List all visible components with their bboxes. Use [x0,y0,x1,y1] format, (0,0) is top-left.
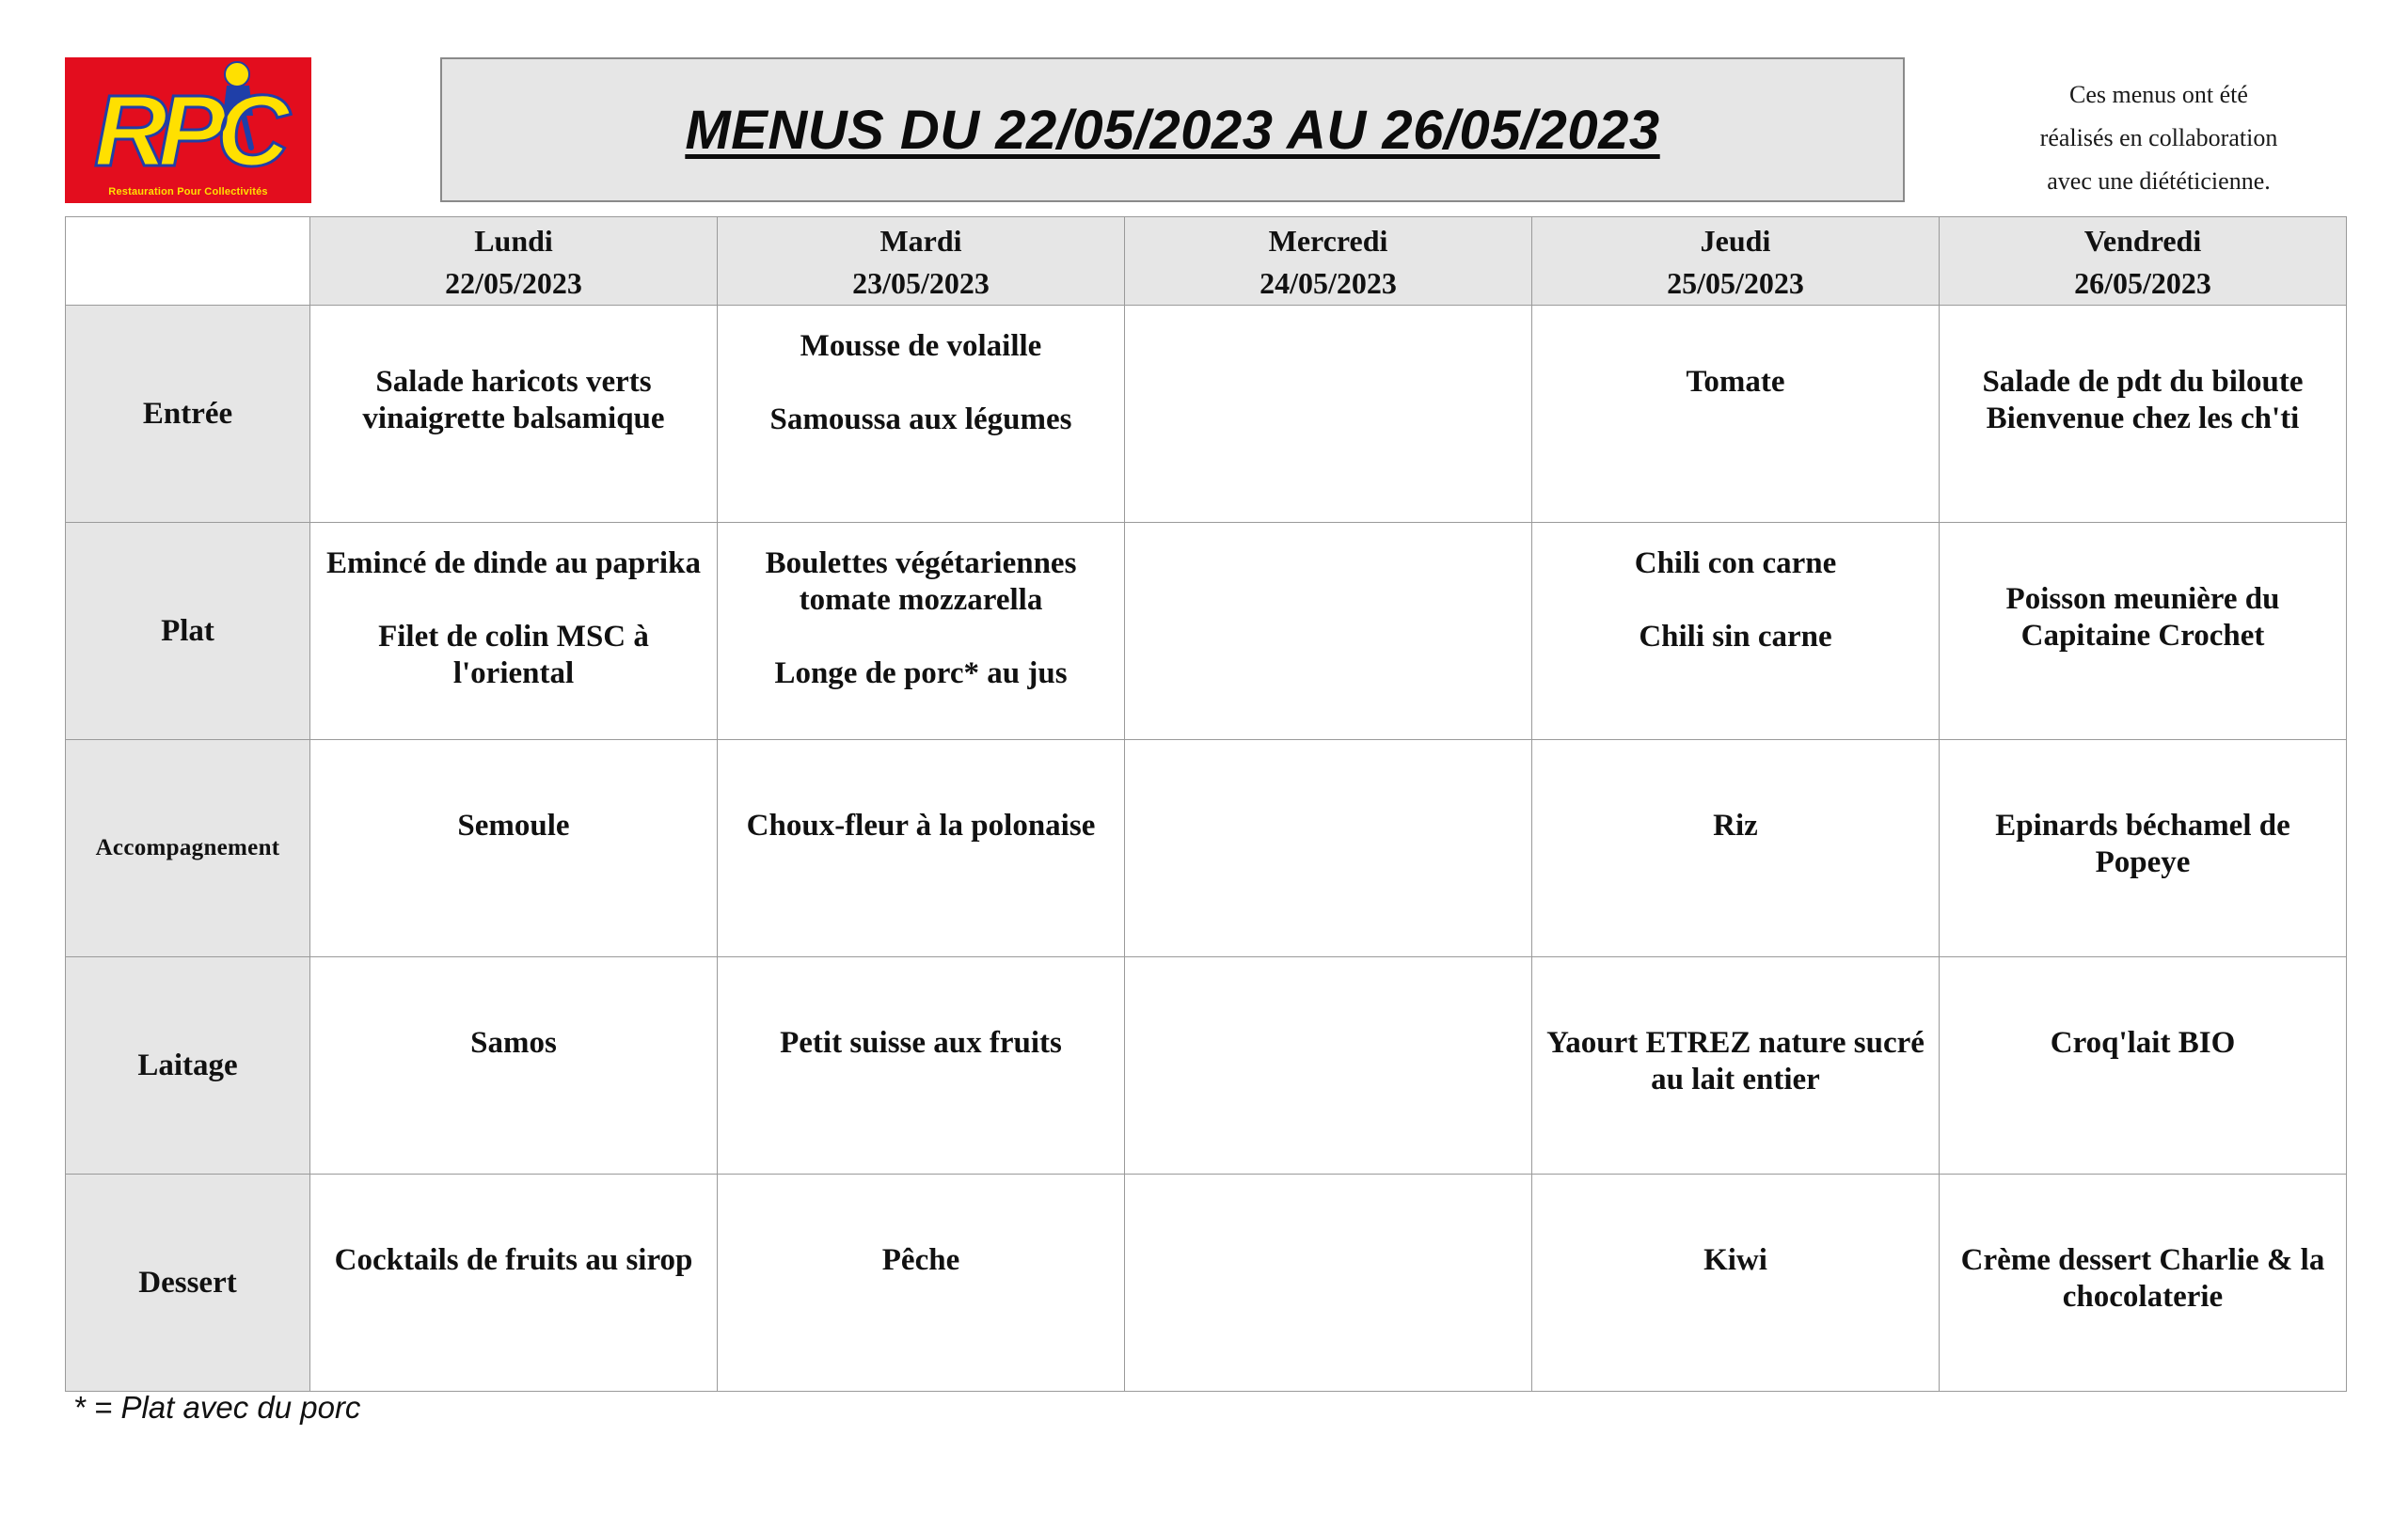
course-label: Dessert [66,1175,310,1392]
menu-cell [1125,523,1532,740]
day-date: 22/05/2023 [445,266,582,300]
dish-text: Yaourt ETREZ nature sucré au lait entier [1546,1026,1925,1096]
menu-cell [1940,1175,2347,1392]
dish-text: Epinards béchamel de Popeye [1995,809,2290,879]
corner-cell [66,217,310,306]
menu-cell [1532,1175,1940,1392]
menu-cell [1940,740,2347,957]
course-label: Laitage [66,957,310,1175]
day-name: Mardi [879,224,962,258]
day-header [1940,217,2347,306]
menu-cell [310,1175,718,1392]
menu-cell [1940,306,2347,523]
dish-text: Pêche [881,1243,960,1277]
menu-cell [718,1175,1125,1392]
menu-cell [1940,957,2347,1175]
rpc-logo [65,57,311,203]
note-line: avec une diététicienne. [2047,167,2271,195]
menu-cell [310,740,718,957]
dish-text: Emincé de dinde au paprika [326,546,701,580]
dish-text: Longe de porc* au jus [774,656,1068,690]
menu-cell [1532,740,1940,957]
menu-cell [718,306,1125,523]
menu-cell [1532,523,1940,740]
course-label: Plat [66,523,310,740]
dish-text: Cocktails de fruits au sirop [334,1243,693,1277]
dish-text: Choux-fleur à la polonaise [746,809,1096,843]
dish-text: Poisson meunière du Capitaine Crochet [2005,582,2280,653]
dish-text: Chili sin carne [1639,620,1832,654]
menu-table [65,216,2347,1392]
menu-row [66,740,2347,957]
dish-text: Riz [1713,809,1758,843]
dish-text: Boulettes végétariennes tomate mozzarella [765,546,1077,617]
note-line: réalisés en collaboration [2039,124,2278,151]
day-name: Jeudi [1700,224,1771,258]
page-title: MENUS DU 22/05/2023 AU 26/05/2023 [685,99,1660,161]
menu-row [66,957,2347,1175]
menu-cell [1532,306,1940,523]
dish-text: Mousse de volaille [800,329,1042,363]
menu-cell [310,306,718,523]
menu-row [66,1175,2347,1392]
menu-cell [1125,1175,1532,1392]
dish-text: Salade haricots verts vinaigrette balsamique [362,365,665,435]
logo-letters: RPC [93,73,281,187]
day-name: Vendredi [2083,224,2202,258]
dish-text: Samos [470,1026,557,1060]
day-header [1125,217,1532,306]
dish-text: Tomate [1686,365,1785,399]
dish-text: Samoussa aux légumes [769,402,1072,436]
day-date: 25/05/2023 [1667,266,1804,300]
dish-text: Semoule [457,809,570,843]
menu-cell [1532,957,1940,1175]
title-banner [440,57,1905,202]
dish-text: Salade de pdt du biloute [1982,365,2304,399]
course-label: Accompagnement [66,740,310,957]
day-name: Mercredi [1268,224,1388,258]
rpc-logo-mark [65,57,311,203]
menu-cell [1125,957,1532,1175]
menu-cell [718,740,1125,957]
course-label: Entrée [66,306,310,523]
day-header [1532,217,1940,306]
day-header [310,217,718,306]
menu-cell [1125,306,1532,523]
menu-cell [718,957,1125,1175]
footnote: * = Plat avec du porc [73,1390,361,1425]
menu-cell [1940,523,2347,740]
day-date: 26/05/2023 [2074,266,2211,300]
day-date: 24/05/2023 [1259,266,1397,300]
menu-cell [1125,740,1532,957]
day-date: 23/05/2023 [852,266,990,300]
day-header [718,217,1125,306]
menu-body [66,306,2347,1392]
menu-row [66,523,2347,740]
day-header-row [66,217,2347,306]
menu-cell [718,523,1125,740]
dish-text: Crème dessert Charlie & la chocolaterie [1960,1243,2325,1314]
day-name: Lundi [474,224,553,258]
logo-tagline: Restauration Pour Collectivités [108,186,268,197]
dish-text: Croq'lait BIO [2050,1026,2236,1060]
note-line: Ces menus ont été [2069,81,2248,108]
menu-cell [310,957,718,1175]
dietician-note [1961,73,2356,203]
dish-text: Petit suisse aux fruits [780,1026,1062,1060]
dish-text: Chili con carne [1634,546,1837,580]
dish-text: Bienvenue chez les ch'ti [1986,402,2300,435]
menu-cell [310,523,718,740]
dish-text: Filet de colin MSC à l'oriental [378,620,649,690]
dish-text: Kiwi [1703,1243,1767,1277]
menu-row [66,306,2347,523]
